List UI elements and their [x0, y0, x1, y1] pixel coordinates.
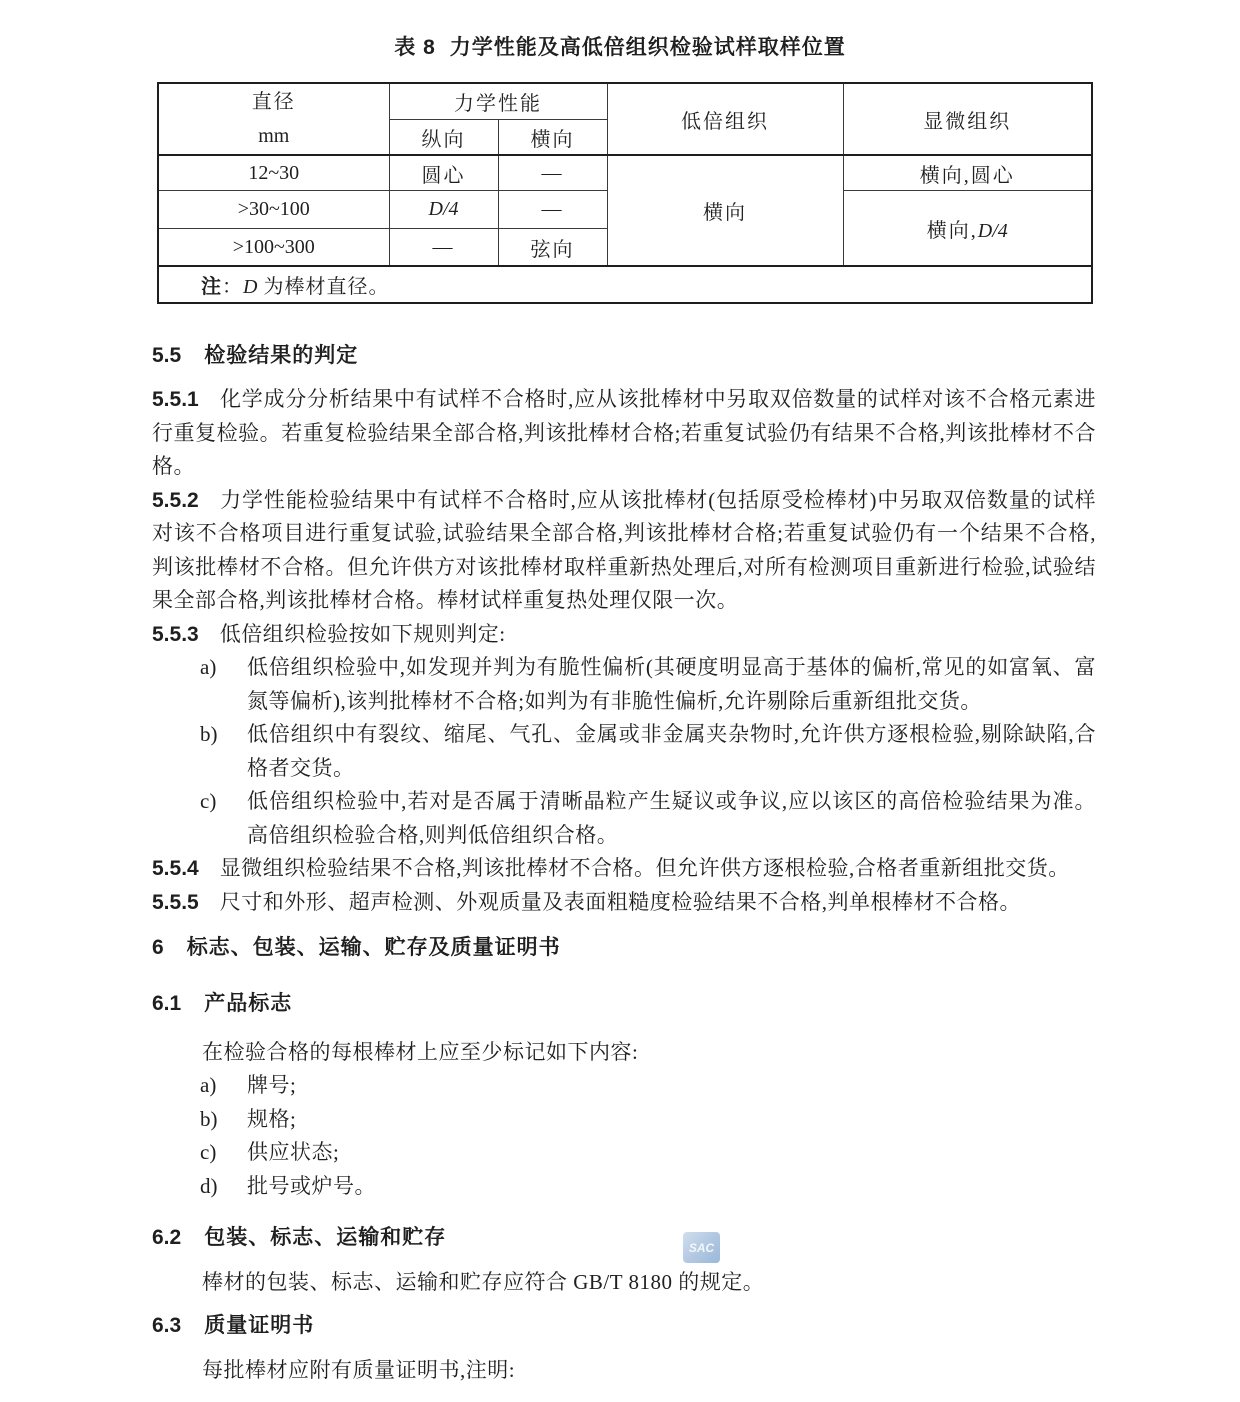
list-item-c-label: c): [200, 1140, 217, 1164]
cell-transverse: —: [498, 191, 607, 229]
list-item-a-text: 低倍组织检验中,如发现并判为有脆性偏析(其硬度明显高于基体的偏析,常见的如富氧、富氮等偏析),该判批棒材不合格;如判为有非脆性偏析,允许剔除后重新组批交货。: [247, 655, 1096, 713]
clause-5-5-5-number: 5.5.5: [152, 890, 199, 914]
clause-5-5-4-number: 5.5.4: [152, 857, 199, 880]
header-mechanical: 力学性能: [389, 83, 607, 120]
list-item-b: [152, 1103, 1096, 1137]
heading-6-3-title: 质量证明书: [204, 1314, 315, 1337]
list-item-b-label: b): [200, 1106, 218, 1131]
cell-micro-value: D/4: [977, 219, 1008, 242]
note-text: 为棒材直径。: [257, 276, 390, 298]
clause-5-5-1-text: 化学成分分析结果中有试样不合格时,应从该批棒材中另取双倍数量的试样对该不合格元素进行重复检验。若重复检验结果全部合格,判该批棒材合格;若重复试验仍有结果不合格,判该批棒材不合格。: [152, 387, 1096, 478]
paragraph-6-3: 每批棒材应附有质量证明书,注明:: [202, 1358, 516, 1382]
heading-6-2-number: 6.2: [152, 1226, 182, 1249]
table-note: [158, 266, 1092, 303]
list-item-c-label: c): [200, 789, 217, 813]
heading-6-2-title: 包装、标志、运输和贮存: [204, 1226, 447, 1249]
clause-5-5-2-text: 力学性能检验结果中有试样不合格时,应从该批棒材(包括原受检棒材)中另取双倍数量的试样对该不合格项目进行重复试验,试验结果全部合格,判该批棒材合格;若重复试验仍有一个结果不合格,判该批棒材不合格。但允许供方对该批棒材取样重新热处理后,对所有检测项目重新进行检验,试验结果全部合格,判该批棒材合格。棒材试样重复热处理仅限一次。: [152, 487, 1096, 612]
cell-micro: 横向,圆心: [843, 155, 1092, 191]
cell-longitudinal: D/4: [389, 191, 498, 229]
cell-diameter: >100~300: [158, 229, 389, 267]
list-item-c-text: 低倍组织检验中,若对是否属于清晰晶粒产生疑议或争议,应以该区的高倍检验结果为准。高倍组织检验合格,则判低倍组织合格。: [247, 789, 1096, 847]
list-item-a-label: a): [200, 655, 217, 679]
section-5-5: [152, 344, 1096, 919]
list-item-d-text: 批号或炉号。: [247, 1173, 376, 1198]
list-item-a: [152, 651, 1096, 718]
note-colon: ：: [222, 276, 243, 298]
list-item-d-label: d): [200, 1173, 218, 1198]
heading-6: [152, 936, 1096, 959]
clause-5-5-5-text: 尺寸和外形、超声检测、外观质量及表面粗糙度检验结果不合格,判单根棒材不合格。: [219, 889, 1021, 914]
heading-5-5-title: 检验结果的判定: [204, 344, 359, 367]
list-item-d: [152, 1170, 1096, 1204]
marking-list: [152, 1069, 1096, 1203]
clause-5-5-3-number: 5.5.3: [152, 622, 199, 646]
list-item-b-text: 规格;: [247, 1106, 297, 1131]
note-symbol: D: [243, 276, 258, 298]
list-item-b-text: 低倍组织中有裂纹、缩尾、气孔、金属或非金属夹杂物时,允许供方逐根检验,剔除缺陷,合格者交货。: [247, 722, 1096, 780]
cell-micro: [843, 191, 1092, 267]
header-diameter-label: 直径: [251, 91, 296, 113]
sac-watermark-text: SAC: [688, 1240, 715, 1255]
heading-6-1: [152, 992, 1096, 1015]
list-item-a-label: a): [200, 1073, 217, 1097]
clause-5-5-1-number: 5.5.1: [152, 388, 199, 411]
cell-longitudinal: 圆心: [389, 155, 498, 191]
list-item-b-label: b): [200, 722, 218, 746]
cell-transverse: —: [498, 155, 607, 191]
heading-6-1-number: 6.1: [152, 992, 182, 1015]
table-title-text: 力学性能及高低倍组织检验试样取样位置: [449, 36, 846, 59]
heading-6-number: 6: [152, 936, 164, 959]
clause-5-5-4-text: 显微组织检验结果不合格,判该批棒材不合格。但允许供方逐根检验,合格者重新组批交货。: [219, 856, 1070, 880]
clause-5-5-3: [152, 618, 1096, 652]
clause-5-5-4: [152, 852, 1096, 886]
heading-5-5: [152, 344, 1096, 367]
paragraph-6-1-intro: 在检验合格的每根棒材上应至少标记如下内容:: [202, 1040, 639, 1064]
note-label: 注: [201, 276, 222, 298]
heading-6-title: 标志、包装、运输、贮存及质量证明书: [186, 936, 561, 959]
heading-6-3-number: 6.3: [152, 1314, 182, 1337]
table-8: [157, 82, 1093, 304]
clause-5-5-2: [152, 484, 1096, 618]
list-item-a-text: 牌号;: [247, 1073, 297, 1097]
list-item-c-text: 供应状态;: [247, 1140, 340, 1164]
table-note-row: [158, 266, 1092, 303]
clause-5-5-1: [152, 383, 1096, 484]
cell-macro: 横向: [607, 155, 843, 266]
heading-5-5-number: 5.5: [152, 344, 182, 367]
header-diameter: [158, 83, 389, 155]
cell-micro-prefix: 横向,: [926, 219, 978, 242]
header-macro: 低倍组织: [607, 83, 843, 155]
heading-6-3: [152, 1314, 1096, 1337]
table-title: [0, 31, 1240, 61]
cell-diameter: 12~30: [158, 155, 389, 191]
table-title-number: 表 8: [394, 36, 436, 59]
clause-5-5-2-number: 5.5.2: [152, 488, 199, 512]
table-row: [158, 155, 1092, 191]
list-item-c: [152, 785, 1096, 852]
clause-5-5-5: [152, 886, 1096, 920]
cell-diameter: >30~100: [158, 191, 389, 229]
heading-6-2: [152, 1226, 1096, 1249]
clause-5-5-3-text: 低倍组织检验按如下规则判定:: [219, 621, 506, 646]
list-item-b: [152, 718, 1096, 785]
cell-transverse: 弦向: [498, 229, 607, 267]
header-transverse: 横向: [498, 120, 607, 156]
header-diameter-unit: mm: [258, 125, 290, 147]
header-longitudinal: 纵向: [389, 120, 498, 156]
paragraph-6-2: 棒材的包装、标志、运输和贮存应符合 GB/T 8180 的规定。: [202, 1270, 765, 1294]
heading-6-1-title: 产品标志: [204, 992, 293, 1015]
sampling-position-table: [157, 82, 1093, 304]
header-micro: 显微组织: [843, 83, 1092, 155]
list-item-a: [152, 1069, 1096, 1103]
list-item-c: [152, 1136, 1096, 1170]
cell-longitudinal: —: [389, 229, 498, 267]
